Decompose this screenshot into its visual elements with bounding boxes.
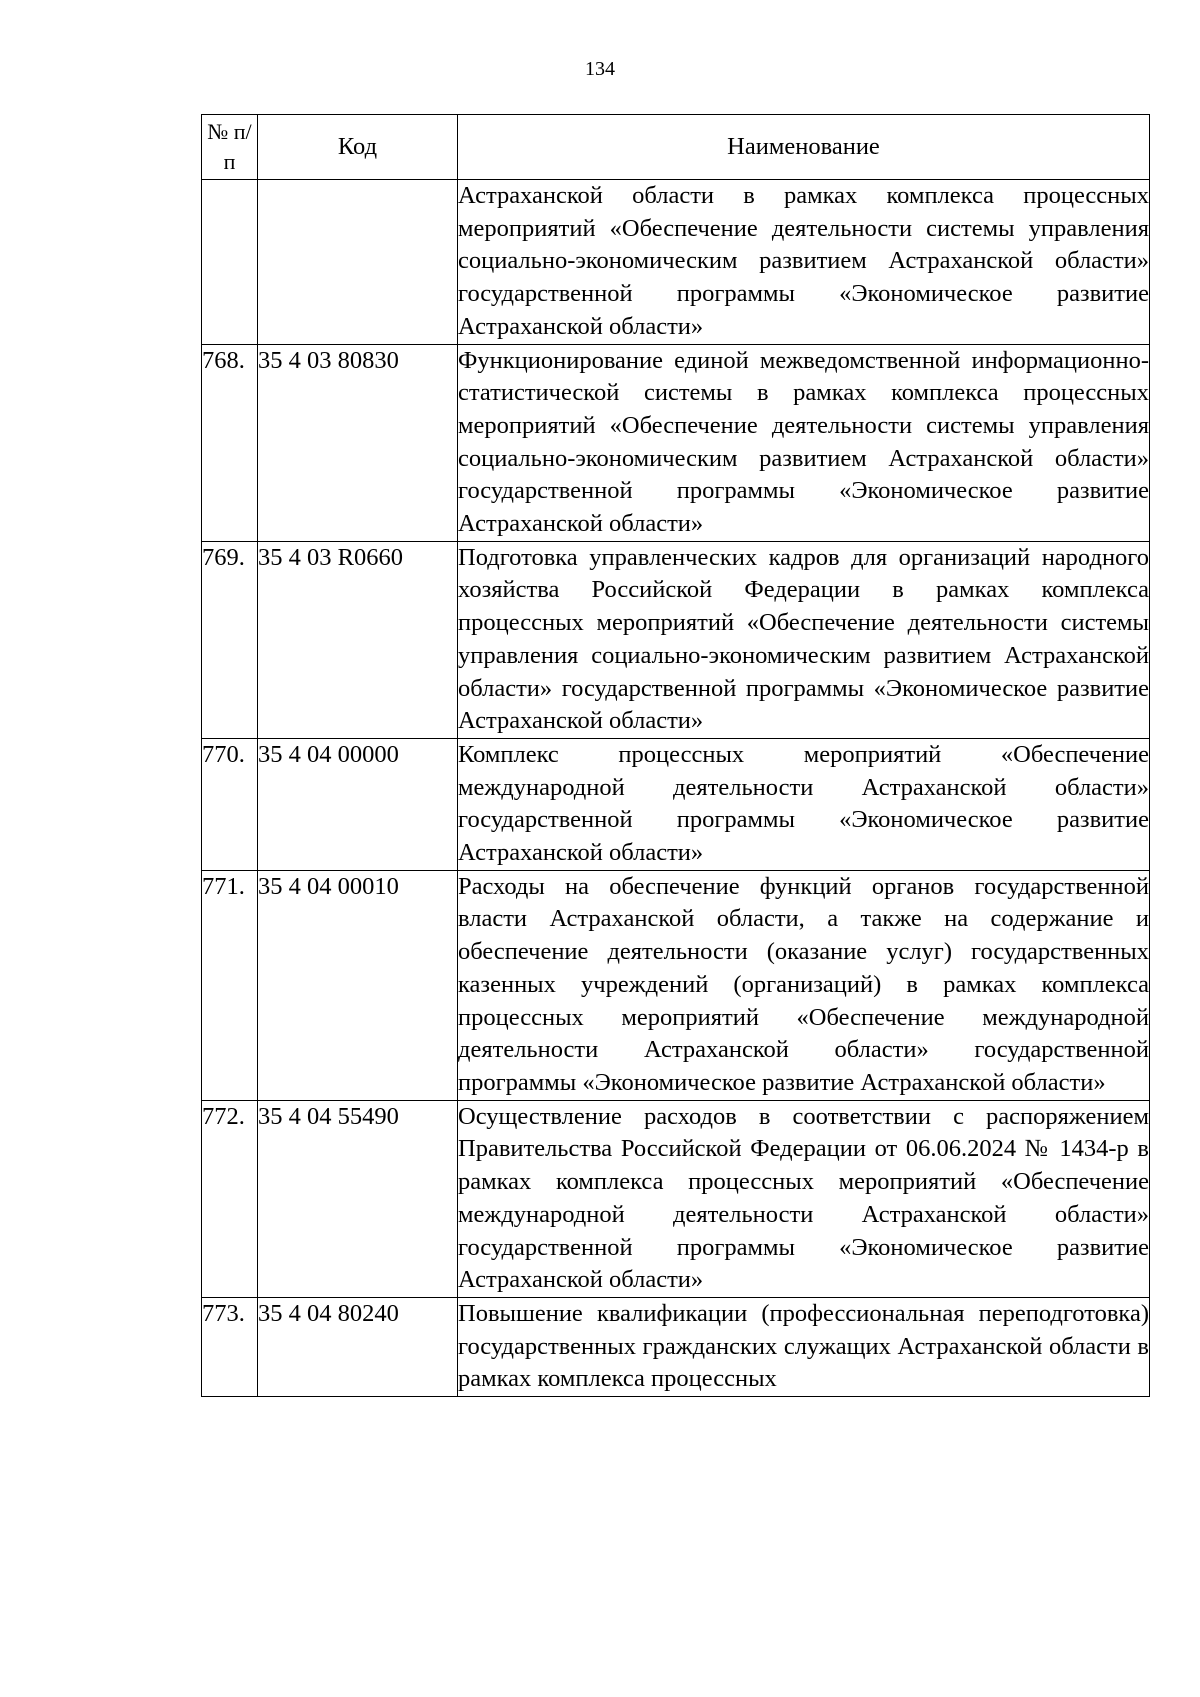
row-name: Астраханской области в рамках комплекса процессных мероприятий «Обеспечение деятельности системы управления социально-экономическим развитием Астраханской области» государственной программы «Экономическое развитие Астраханской области» (458, 182, 1149, 340)
header-code: Код (258, 115, 458, 180)
row-name: Комплекс процессных мероприятий «Обеспечение международной деятельности Астраханской области» государственной программы «Экономическое развитие Астраханской области» (458, 740, 1149, 867)
row-name-cell (458, 344, 1150, 541)
budget-classification-table (201, 114, 1150, 1397)
row-num: 769. (202, 541, 258, 738)
row-code: 35 4 03 80830 (258, 344, 458, 541)
row-name: Повышение квалификации (профессиональная переподготовка) государственных гражданских служащих Астраханской области в рамках комплекса процессных (458, 1299, 1149, 1393)
row-num: 768. (202, 344, 258, 541)
table-row (202, 180, 1150, 345)
row-code: 35 4 04 00000 (258, 738, 458, 870)
page-number: 134 (585, 58, 615, 80)
row-name: Осуществление расходов в соответствии с распоряжением Правительства Российской Федерации от 06.06.2024 № 1434-р в рамках комплекса процессных мероприятий «Обеспечение международной деятельности Астраханской области» государственной программы «Экономическое развитие Астраханской области» (458, 1102, 1149, 1294)
table-row (202, 541, 1150, 738)
row-code: 35 4 04 80240 (258, 1297, 458, 1396)
row-code (258, 180, 458, 345)
row-code: 35 4 03 R0660 (258, 541, 458, 738)
table-row (202, 870, 1150, 1100)
header-num: № п/п (202, 115, 258, 180)
row-name-cell (458, 1297, 1150, 1396)
table-header-row (202, 115, 1150, 180)
row-name-cell (458, 180, 1150, 345)
row-num: 770. (202, 738, 258, 870)
row-name-cell (458, 738, 1150, 870)
table-row (202, 1100, 1150, 1297)
row-code: 35 4 04 55490 (258, 1100, 458, 1297)
row-code: 35 4 04 00010 (258, 870, 458, 1100)
row-num: 773. (202, 1297, 258, 1396)
row-num (202, 180, 258, 345)
row-name-cell (458, 870, 1150, 1100)
header-name: Наименование (458, 115, 1150, 180)
row-num: 772. (202, 1100, 258, 1297)
row-name: Расходы на обеспечение функций органов государственной власти Астраханской области, а также на содержание и обеспечение деятельности (оказание услуг) государственных казенных учреждений (организаций) в рамках комплекса процессных мероприятий «Обеспечение международной деятельности Астраханской области» государственной программы «Экономическое развитие Астраханской области» (458, 872, 1149, 1096)
row-name: Подготовка управленческих кадров для организаций народного хозяйства Российской Федерации в рамках комплекса процессных мероприятий «Обеспечение деятельности системы управления социально-экономическим развитием Астраханской области» государственной программы «Экономическое развитие Астраханской области» (458, 543, 1149, 735)
table-row (202, 344, 1150, 541)
row-name: Функционирование единой межведомственной информационно-статистической системы в рамках комплекса процессных мероприятий «Обеспечение деятельности системы управления социально-экономическим развитием Астраханской области» государственной программы «Экономическое развитие Астраханской области» (458, 346, 1149, 538)
row-name-cell (458, 1100, 1150, 1297)
table-row (202, 1297, 1150, 1396)
table-row (202, 738, 1150, 870)
row-num: 771. (202, 870, 258, 1100)
row-name-cell (458, 541, 1150, 738)
